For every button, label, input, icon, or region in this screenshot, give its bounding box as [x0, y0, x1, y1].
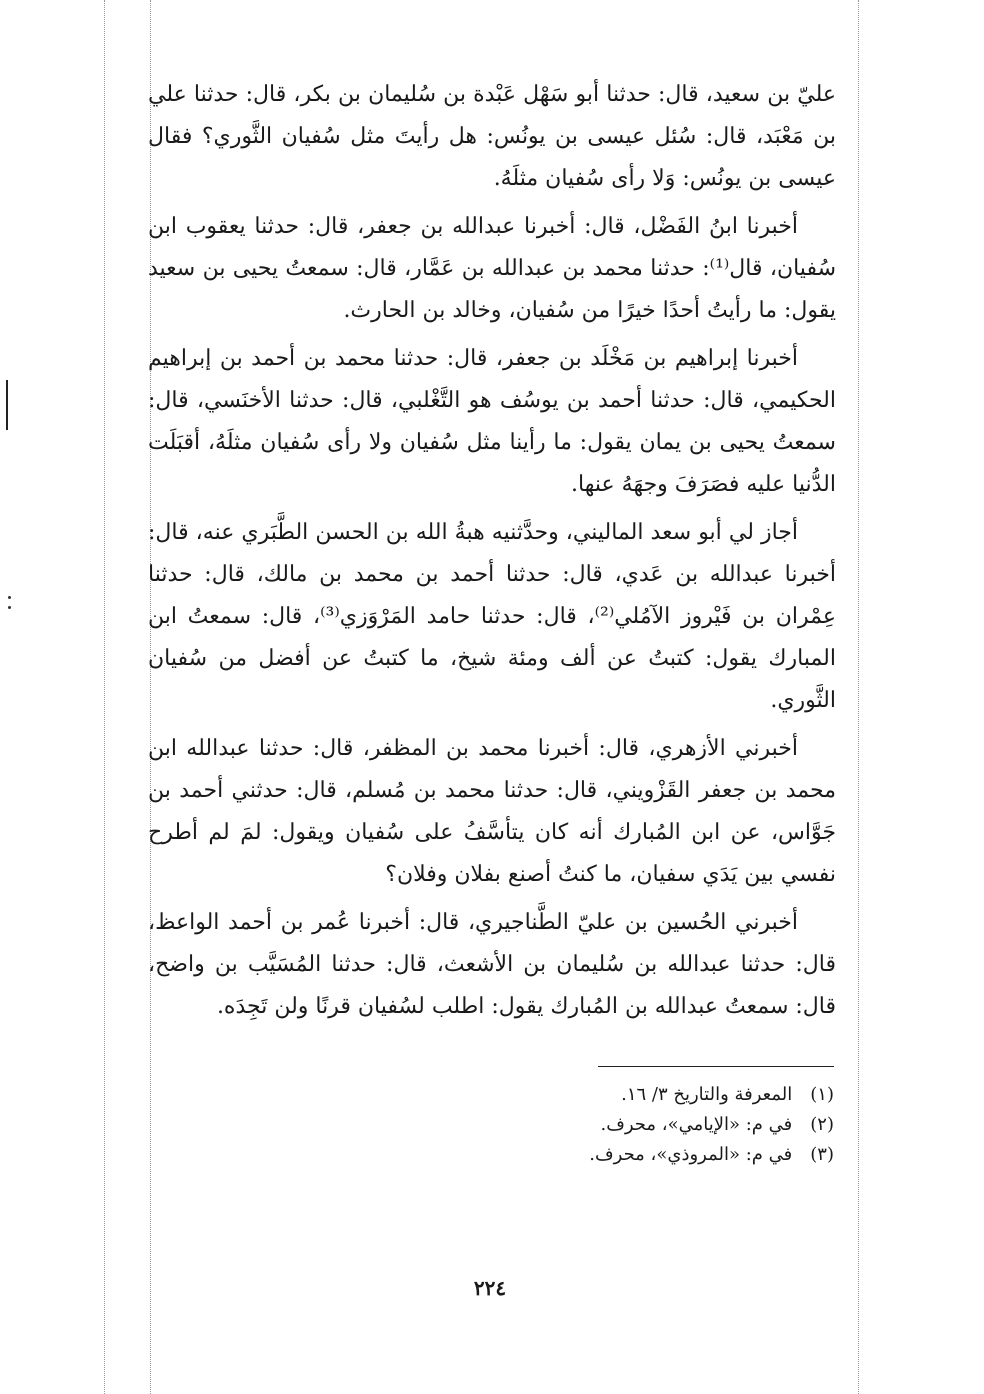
paragraph: عليّ بن سعيد، قال: حدثنا أبو سَهْل عَبْدة بن سُليمان بن بكر، قال: حدثنا علي بن مَعْبَد، قال: سُئل عيسى بن يونُس: هل رأيتَ مثل سُفيان الثَّوري؟ فقال عيسى بن يونُس: وَلا رأى سُفيان مثلَهُ. — [148, 82, 836, 191]
footnote-item — [420, 1140, 834, 1170]
paragraph: أجاز لي أبو سعد الماليني، وحدَّثنيه هبةُ الله بن الحسن الطَّبَري عنه، قال: أخبرنا عبدالله بن عَدي، قال: حدثنا أحمد بن محمد بن مالك، قال: حدثنا عِمْران بن فَيْروز الآمُلي⁽²⁾، قال: حدثنا حامد المَرْوَزي⁽³⁾، قال: سمعتُ ابن المبارك يقول: كتبتُ عن ألف ومئة شيخ، ما كتبتُ عن أفضل من سُفيان الثَّوري. — [148, 520, 836, 713]
scan-guide-line — [104, 0, 105, 1394]
binding-mark — [6, 380, 8, 430]
footnote-number: (٣) — [810, 1144, 834, 1165]
page-number: ٢٢٤ — [473, 1276, 507, 1300]
footnotes — [420, 1080, 834, 1170]
footnote-item — [420, 1110, 834, 1140]
footnote-item — [420, 1080, 834, 1110]
binding-dot — [8, 606, 11, 609]
main-text-body — [148, 74, 836, 1034]
paragraph: أخبرنا ابنُ الفَضْل، قال: أخبرنا عبدالله بن جعفر، قال: حدثنا يعقوب ابن سُفيان، قال⁽¹⁾: حدثنا محمد بن عبدالله بن عَمَّار، قال: سمعتُ يحيى بن سعيد يقول: ما رأيتُ أحدًا خيرًا من سُفيان، وخالد بن الحارث. — [148, 214, 837, 323]
footnote-text: في م: «الإيامي»، محرف. — [600, 1114, 793, 1135]
footnote-text: المعرفة والتاريخ ٣/ ١٦. — [621, 1084, 793, 1105]
paragraph: أخبرني الحُسين بن عليّ الطَّناجيري، قال: أخبرنا عُمر بن أحمد الواعظ، قال: حدثنا عبدالله بن سُليمان بن الأشعث، قال: حدثنا المُسَيَّب بن واضح، قال: سمعتُ عبدالله بن المُبارك يقول: اطلب لسُفيان قرنًا ولن تَجِدَه. — [148, 910, 836, 1019]
footnote-text: في م: «المروذي»، محرف. — [589, 1144, 793, 1165]
footnote-separator — [598, 1066, 834, 1067]
footnote-number: (٢) — [810, 1114, 834, 1135]
paragraph: أخبرنا إبراهيم بن مَخْلَد بن جعفر، قال: حدثنا محمد بن أحمد بن إبراهيم الحكيمي، قال: حدثنا أحمد بن يوسُف هو التَّغْلبي، قال: حدثنا الأخنَسي، قال: سمعتُ يحيى بن يمان يقول: ما رأينا مثل سُفيان ولا رأى سُفيان مثلَهُ، أقبَلَت الدُّنيا عليه فصَرَفَ وجهَهُ عنها. — [148, 346, 836, 497]
binding-dot — [8, 596, 11, 599]
footnote-number: (١) — [810, 1084, 834, 1105]
scan-guide-line — [858, 0, 859, 1394]
paragraph: أخبرني الأزهري، قال: أخبرنا محمد بن المظفر، قال: حدثنا عبدالله ابن محمد بن جعفر القَزْويني، قال: حدثنا محمد بن مُسلم، قال: حدثني أحمد بن جَوَّاس، عن ابن المُبارك أنه كان يتأسَّفُ على سُفيان ويقول: لمَ لم أطرح نفسي بين يَدَي سفيان، ما كنتُ أصنع بفلان وفلان؟ — [148, 736, 836, 887]
